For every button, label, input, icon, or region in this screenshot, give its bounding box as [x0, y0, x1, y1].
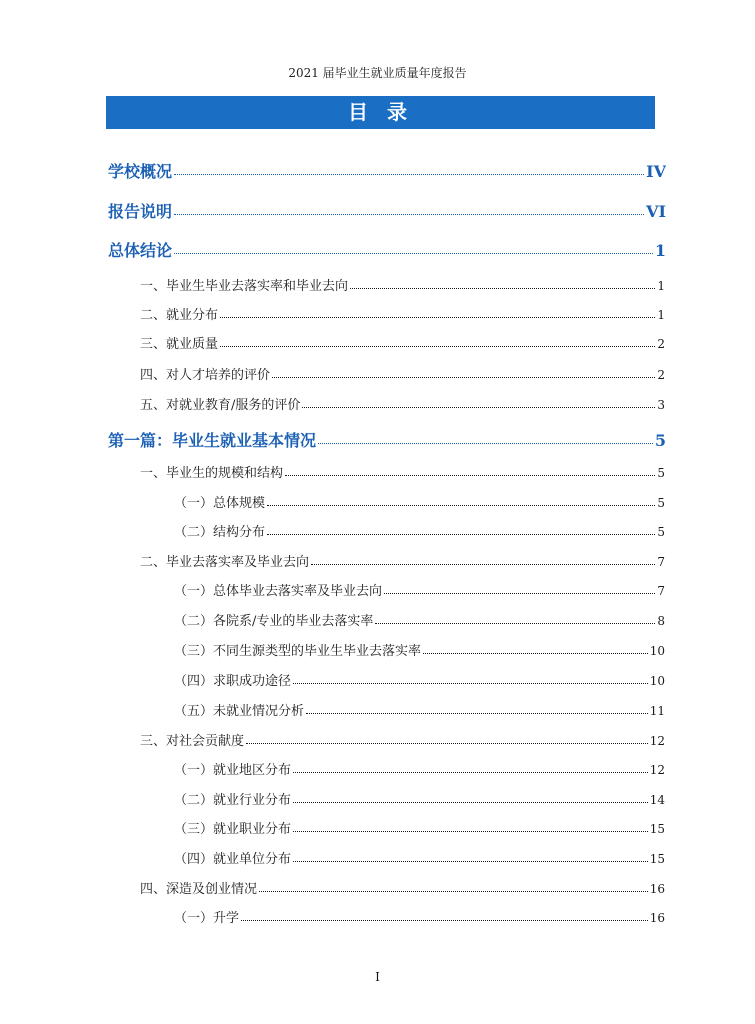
toc-entry-label: （五）未就业情况分析: [174, 704, 305, 719]
toc-entry-label: 三、就业质量: [140, 337, 219, 352]
toc-entry-label: 总体结论: [108, 241, 173, 260]
toc-entry-label: （三）就业职业分布: [174, 822, 292, 837]
dot-leader: [259, 891, 648, 892]
toc-entry[interactable]: [174, 610, 665, 629]
toc-entry-page: 5: [657, 525, 665, 539]
dot-leader: [306, 713, 648, 714]
toc-entry[interactable]: [108, 199, 666, 222]
toc-entry[interactable]: [174, 700, 665, 719]
toc-entry[interactable]: [140, 394, 665, 413]
dot-leader: [293, 772, 648, 773]
toc-entry-page: 1: [654, 241, 666, 260]
toc-entry[interactable]: [174, 759, 665, 778]
toc-entry-page: 7: [657, 584, 665, 598]
toc-entry-page: 8: [657, 614, 665, 628]
toc-entry-label: （一）总体规模: [174, 496, 266, 511]
toc-entry-label: （二）就业行业分布: [174, 793, 292, 808]
toc-entry-page: 2: [657, 368, 665, 382]
toc-entry-page: 12: [649, 734, 665, 748]
toc-entry[interactable]: [174, 521, 665, 540]
dot-leader: [174, 253, 653, 254]
dot-leader: [423, 653, 648, 654]
dot-leader: [375, 623, 655, 624]
toc-entry[interactable]: [140, 878, 665, 897]
toc-title: 目 录: [106, 96, 655, 129]
toc-entry[interactable]: [140, 275, 665, 294]
toc-entry-page: 14: [649, 793, 665, 807]
toc-entry[interactable]: [174, 848, 665, 867]
toc-entry-page: 2: [657, 337, 665, 351]
dot-leader: [174, 214, 644, 215]
toc-entry-label: 报告说明: [108, 202, 173, 221]
toc-entry-label: （一）升学: [174, 911, 240, 926]
toc-entry-label: 五、对就业教育/服务的评价: [140, 398, 301, 413]
toc-entry-page: 3: [657, 398, 665, 412]
dot-leader: [293, 861, 648, 862]
toc-entry-label: （一）就业地区分布: [174, 763, 292, 778]
toc-entry[interactable]: [108, 159, 666, 182]
toc-entry-label: 四、对人才培养的评价: [140, 368, 271, 383]
toc-entry[interactable]: [108, 238, 666, 261]
dot-leader: [174, 174, 644, 175]
toc-entry-label: 一、毕业生的规模和结构: [140, 466, 284, 481]
dot-leader: [293, 683, 648, 684]
toc-entry[interactable]: [140, 462, 665, 481]
dot-leader: [267, 505, 655, 506]
toc-entry[interactable]: [174, 492, 665, 511]
dot-leader: [267, 534, 655, 535]
dot-leader: [272, 377, 655, 378]
dot-leader: [293, 831, 648, 832]
toc-entry-page: 16: [649, 882, 665, 896]
toc-entry-label: 二、就业分布: [140, 308, 219, 323]
dot-leader: [285, 475, 655, 476]
toc-entry[interactable]: [108, 428, 666, 451]
toc-entry[interactable]: [140, 364, 665, 383]
toc-entry-page: 1: [657, 279, 665, 293]
dot-leader: [350, 288, 655, 289]
dot-leader: [220, 346, 655, 347]
toc-entry-page: 10: [649, 644, 665, 658]
toc-entry-label: （二）各院系/专业的毕业去落实率: [174, 614, 374, 629]
toc-entry[interactable]: [140, 333, 665, 352]
toc-entry-label: （一）总体毕业去落实率及毕业去向: [174, 584, 383, 599]
toc-entry-label: （四）就业单位分布: [174, 852, 292, 867]
toc-entry-label: （三）不同生源类型的毕业生毕业去落实率: [174, 644, 422, 659]
dot-leader: [318, 443, 653, 444]
page-number: I: [375, 970, 380, 984]
toc-entry-page: 5: [657, 466, 665, 480]
toc-entry[interactable]: [140, 730, 665, 749]
dot-leader: [302, 407, 655, 408]
toc-entry[interactable]: [174, 907, 665, 926]
dot-leader: [293, 802, 648, 803]
toc-entry-page: 5: [657, 496, 665, 510]
running-header: 2021 届毕业生就业质量年度报告: [288, 66, 467, 80]
dot-leader: [241, 920, 648, 921]
dot-leader: [384, 593, 655, 594]
toc-entry-label: 一、毕业生毕业去落实率和毕业去向: [140, 279, 349, 294]
toc-entry[interactable]: [174, 789, 665, 808]
toc-entry-label: 第一篇：毕业生就业基本情况: [108, 431, 317, 450]
toc-entry-page: 15: [649, 852, 665, 866]
toc-entry[interactable]: [174, 640, 665, 659]
toc-entry[interactable]: [140, 551, 665, 570]
dot-leader: [246, 743, 648, 744]
toc-entry-page: 16: [649, 911, 665, 925]
toc-entry-page: 5: [654, 431, 666, 450]
toc-entry-label: 学校概况: [108, 162, 173, 181]
toc-entry-page: 11: [649, 704, 665, 718]
toc-entry-label: 四、深造及创业情况: [140, 882, 258, 897]
toc-entry-page: 12: [649, 763, 665, 777]
toc-entry-page: 1: [657, 308, 665, 322]
toc-entry[interactable]: [140, 304, 665, 323]
toc-entry[interactable]: [174, 580, 665, 599]
dot-leader: [220, 317, 655, 318]
toc-entry-page: 7: [657, 555, 665, 569]
toc-entry-page: 10: [649, 674, 665, 688]
toc-entry-label: 三、对社会贡献度: [140, 734, 245, 749]
toc-entry-page: 15: [649, 822, 665, 836]
toc-entry[interactable]: [174, 818, 665, 837]
toc-entry[interactable]: [174, 670, 665, 689]
dot-leader: [311, 564, 655, 565]
toc-entry-label: （二）结构分布: [174, 525, 266, 540]
toc-entry-label: 二、毕业去落实率及毕业去向: [140, 555, 310, 570]
toc-entry-page: IV: [646, 162, 666, 181]
toc-entry-label: （四）求职成功途径: [174, 674, 292, 689]
toc-entry-page: VI: [646, 202, 666, 221]
